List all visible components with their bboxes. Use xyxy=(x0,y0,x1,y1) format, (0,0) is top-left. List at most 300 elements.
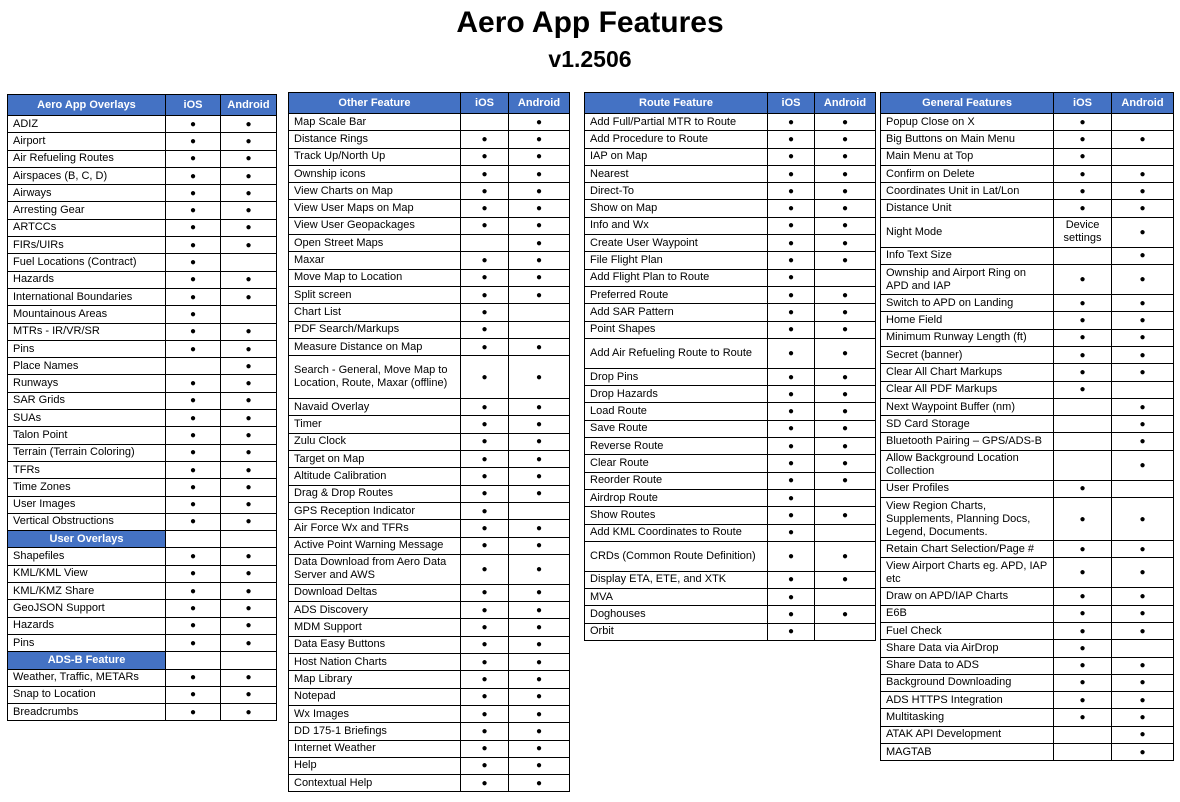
android-support-cell: ● xyxy=(221,202,277,219)
android-support-cell: ● xyxy=(221,513,277,530)
feature-label: Air Refueling Routes xyxy=(8,150,166,167)
ios-support-cell: ● xyxy=(768,541,815,571)
android-support-cell: ● xyxy=(509,723,570,740)
android-support-cell: ● xyxy=(815,368,876,385)
ios-support-cell: ● xyxy=(461,416,509,433)
android-support-cell: ● xyxy=(1112,165,1174,182)
feature-label: KML/KMZ Share xyxy=(8,583,166,600)
ios-support-cell: ● xyxy=(768,148,815,165)
ios-support-cell: ● xyxy=(461,602,509,619)
ios-support-cell xyxy=(1054,726,1112,743)
table-row xyxy=(289,671,570,688)
feature-label: Reorder Route xyxy=(585,472,768,489)
android-support-cell: ● xyxy=(1112,200,1174,217)
ios-support-cell: ● xyxy=(1054,498,1112,541)
android-support-cell xyxy=(815,489,876,506)
table-row xyxy=(289,148,570,165)
ios-support-cell: ● xyxy=(166,340,221,357)
table-header-row xyxy=(8,95,277,116)
table-general-features xyxy=(880,92,1174,761)
feature-label: Retain Chart Selection/Page # xyxy=(881,541,1054,558)
android-support-cell: ● xyxy=(1112,588,1174,605)
table-row xyxy=(881,247,1174,264)
table-row xyxy=(881,744,1174,761)
feature-label: Contextual Help xyxy=(289,775,461,792)
ios-support-cell: ● xyxy=(768,472,815,489)
feature-label: Add Procedure to Route xyxy=(585,131,768,148)
ios-support-cell: ● xyxy=(768,286,815,303)
table-row xyxy=(8,219,277,236)
feature-label: View User Geopackages xyxy=(289,217,461,234)
android-support-cell: ● xyxy=(221,496,277,513)
feature-label: Download Deltas xyxy=(289,584,461,601)
feature-label: MDM Support xyxy=(289,619,461,636)
ios-support-cell: ● xyxy=(461,468,509,485)
android-support-cell: ● xyxy=(221,392,277,409)
feature-label: View Region Charts, Supplements, Planning Docs, Legend, Documents. xyxy=(881,498,1054,541)
android-support-cell: ● xyxy=(815,455,876,472)
ios-support-cell: ● xyxy=(1054,605,1112,622)
ios-support-cell: ● xyxy=(166,392,221,409)
column-header-feature: General Features xyxy=(881,93,1054,114)
ios-support-cell xyxy=(166,358,221,375)
column-header-ios: iOS xyxy=(461,93,509,114)
feature-label: Hazards xyxy=(8,617,166,634)
table-row xyxy=(8,340,277,357)
android-support-cell xyxy=(221,306,277,323)
ios-support-cell: ● xyxy=(768,386,815,403)
feature-label: Add SAR Pattern xyxy=(585,304,768,321)
feature-label: Add Flight Plan to Route xyxy=(585,269,768,286)
ios-support-cell: ● xyxy=(768,489,815,506)
android-support-cell: ● xyxy=(509,705,570,722)
feature-label: Active Point Warning Message xyxy=(289,537,461,554)
android-support-cell: ● xyxy=(1112,541,1174,558)
table-row xyxy=(289,252,570,269)
feature-label: Save Route xyxy=(585,420,768,437)
android-support-cell: ● xyxy=(509,433,570,450)
table-row xyxy=(8,427,277,444)
feature-label: TFRs xyxy=(8,461,166,478)
ios-support-cell xyxy=(1054,433,1112,450)
android-support-cell: ● xyxy=(1112,657,1174,674)
android-support-cell: ● xyxy=(221,461,277,478)
android-support-cell: ● xyxy=(509,740,570,757)
table-row xyxy=(289,165,570,182)
ios-support-cell: ● xyxy=(768,455,815,472)
table-row xyxy=(585,589,876,606)
ios-support-cell: ● xyxy=(461,148,509,165)
table-row xyxy=(289,416,570,433)
android-support-cell: ● xyxy=(509,485,570,502)
android-support-cell: ● xyxy=(1112,346,1174,363)
table-row xyxy=(289,757,570,774)
feature-label: Next Waypoint Buffer (nm) xyxy=(881,398,1054,415)
ios-support-cell: ● xyxy=(768,217,815,234)
ios-support-cell: ● xyxy=(1054,480,1112,497)
android-support-cell: ● xyxy=(1112,265,1174,295)
table-header-row xyxy=(881,93,1174,114)
table-row xyxy=(8,513,277,530)
android-support-cell: ● xyxy=(1112,692,1174,709)
ios-support-cell: ● xyxy=(1054,329,1112,346)
android-support-cell: ● xyxy=(221,410,277,427)
table-row xyxy=(8,271,277,288)
feature-label: Share Data via AirDrop xyxy=(881,640,1054,657)
ios-support-cell: ● xyxy=(768,403,815,420)
feature-label: Timer xyxy=(289,416,461,433)
table-row xyxy=(881,640,1174,657)
feature-label: Open Street Maps xyxy=(289,235,461,252)
android-support-cell: ● xyxy=(221,686,277,703)
feature-label: Measure Distance on Map xyxy=(289,338,461,355)
table-row xyxy=(585,131,876,148)
ios-support-cell: ● xyxy=(166,150,221,167)
feature-label: SD Card Storage xyxy=(881,416,1054,433)
android-support-cell: ● xyxy=(1112,416,1174,433)
feature-label: Draw on APD/IAP Charts xyxy=(881,588,1054,605)
table-row xyxy=(585,606,876,623)
ios-support-cell xyxy=(1054,247,1112,264)
table-row xyxy=(585,304,876,321)
feature-label: Main Menu at Top xyxy=(881,148,1054,165)
ios-support-cell: ● xyxy=(166,686,221,703)
table-row xyxy=(585,165,876,182)
android-support-cell: ● xyxy=(221,340,277,357)
android-support-cell: ● xyxy=(509,114,570,131)
feature-label: File Flight Plan xyxy=(585,252,768,269)
ios-support-cell: ● xyxy=(1054,148,1112,165)
feature-label: GeoJSON Support xyxy=(8,600,166,617)
feature-label: Bluetooth Pairing – GPS/ADS-B xyxy=(881,433,1054,450)
feature-label: Vertical Obstructions xyxy=(8,513,166,530)
android-support-cell: ● xyxy=(509,200,570,217)
table-row xyxy=(289,688,570,705)
table-row xyxy=(8,479,277,496)
table-row xyxy=(289,183,570,200)
feature-label: Talon Point xyxy=(8,427,166,444)
feature-label: Show Routes xyxy=(585,507,768,524)
android-support-cell: ● xyxy=(509,286,570,303)
ios-support-cell: ● xyxy=(1054,640,1112,657)
table-row xyxy=(585,489,876,506)
feature-label: Drop Pins xyxy=(585,368,768,385)
ios-support-cell: ● xyxy=(1054,114,1112,131)
android-support-cell: ● xyxy=(815,183,876,200)
ios-support-cell: ● xyxy=(166,167,221,184)
android-support-cell xyxy=(221,254,277,271)
android-support-cell: ● xyxy=(815,321,876,338)
column-header-feature: Aero App Overlays xyxy=(8,95,166,116)
feature-label: Mountainous Areas xyxy=(8,306,166,323)
feature-label: View Airport Charts eg. APD, IAP etc xyxy=(881,558,1054,588)
feature-label: Display ETA, ETE, and XTK xyxy=(585,571,768,588)
android-support-cell: ● xyxy=(509,775,570,792)
feature-label: Popup Close on X xyxy=(881,114,1054,131)
feature-label: View User Maps on Map xyxy=(289,200,461,217)
ios-support-cell: ● xyxy=(1054,558,1112,588)
table-row xyxy=(585,321,876,338)
table-row xyxy=(289,636,570,653)
ios-support-cell: ● xyxy=(1054,541,1112,558)
feature-label: MTRs - IR/VR/SR xyxy=(8,323,166,340)
table-row xyxy=(289,321,570,338)
feature-label: Distance Rings xyxy=(289,131,461,148)
table-row xyxy=(8,600,277,617)
table-row xyxy=(8,444,277,461)
table-row xyxy=(881,364,1174,381)
table-row xyxy=(585,438,876,455)
android-support-cell: ● xyxy=(509,131,570,148)
android-support-cell: ● xyxy=(221,167,277,184)
table-row xyxy=(881,200,1174,217)
feature-label: Internet Weather xyxy=(289,740,461,757)
ios-support-cell: ● xyxy=(461,688,509,705)
table-row xyxy=(8,392,277,409)
android-support-cell: ● xyxy=(815,217,876,234)
table-row xyxy=(8,254,277,271)
table-row xyxy=(8,704,277,721)
table-row xyxy=(881,726,1174,743)
table-row xyxy=(881,674,1174,691)
table-row xyxy=(8,323,277,340)
android-support-cell: ● xyxy=(221,116,277,133)
feature-label: Map Library xyxy=(289,671,461,688)
feature-label: Search - General, Move Map to Location, Route, Maxar (offline) xyxy=(289,356,461,399)
table-row xyxy=(881,265,1174,295)
android-support-cell xyxy=(815,589,876,606)
feature-label: Target on Map xyxy=(289,451,461,468)
feature-label: Big Buttons on Main Menu xyxy=(881,131,1054,148)
ios-support-cell: ● xyxy=(461,451,509,468)
android-support-cell: ● xyxy=(1112,364,1174,381)
android-support-cell: ● xyxy=(815,472,876,489)
android-support-cell: ● xyxy=(1112,605,1174,622)
feature-label: Clear Route xyxy=(585,455,768,472)
table-row xyxy=(8,306,277,323)
ios-support-cell: ● xyxy=(461,217,509,234)
feature-label: Runways xyxy=(8,375,166,392)
android-support-cell: ● xyxy=(221,237,277,254)
ios-support-cell: ● xyxy=(1054,622,1112,639)
android-support-cell: ● xyxy=(815,438,876,455)
ios-support-cell: ● xyxy=(768,368,815,385)
table-row xyxy=(8,185,277,202)
table-row xyxy=(8,548,277,565)
table-row xyxy=(289,584,570,601)
ios-support-cell: ● xyxy=(461,252,509,269)
column-header-android: Android xyxy=(1112,93,1174,114)
ios-support-cell: ● xyxy=(461,321,509,338)
feature-label: International Boundaries xyxy=(8,288,166,305)
table-row xyxy=(881,131,1174,148)
ios-support-cell: ● xyxy=(461,356,509,399)
ios-support-cell: ● xyxy=(166,548,221,565)
table-row xyxy=(289,775,570,792)
page-title: Aero App Features xyxy=(456,6,724,39)
feature-label: Show on Map xyxy=(585,200,768,217)
android-support-cell: ● xyxy=(221,565,277,582)
table-row xyxy=(881,498,1174,541)
ios-support-cell: ● xyxy=(768,338,815,368)
table-row xyxy=(8,565,277,582)
ios-support-cell: ● xyxy=(166,237,221,254)
android-support-cell xyxy=(815,269,876,286)
ios-support-cell: ● xyxy=(166,306,221,323)
android-support-cell: ● xyxy=(221,704,277,721)
table-row xyxy=(881,433,1174,450)
android-support-cell xyxy=(509,321,570,338)
table-row xyxy=(881,329,1174,346)
android-support-cell: ● xyxy=(221,669,277,686)
column-header-ios: iOS xyxy=(768,93,815,114)
table-row xyxy=(881,558,1174,588)
ios-support-cell: ● xyxy=(166,202,221,219)
android-support-cell: ● xyxy=(1112,295,1174,312)
android-support-cell: ● xyxy=(221,479,277,496)
table-row xyxy=(289,433,570,450)
ios-support-cell: ● xyxy=(768,623,815,640)
ios-support-cell: ● xyxy=(461,636,509,653)
table-row xyxy=(8,375,277,392)
android-support-cell: ● xyxy=(221,150,277,167)
table-row xyxy=(585,541,876,571)
android-support-cell: ● xyxy=(1112,744,1174,761)
table-row xyxy=(881,657,1174,674)
android-support-cell: ● xyxy=(1112,498,1174,541)
android-support-cell xyxy=(1112,381,1174,398)
table-row xyxy=(881,217,1174,247)
ios-support-cell: ● xyxy=(768,304,815,321)
ios-support-cell: ● xyxy=(166,116,221,133)
table-route-feature xyxy=(584,92,876,641)
android-support-cell: ● xyxy=(815,114,876,131)
feature-label: CRDs (Common Route Definition) xyxy=(585,541,768,571)
table-row xyxy=(585,269,876,286)
ios-support-cell: ● xyxy=(461,654,509,671)
android-support-cell: ● xyxy=(1112,622,1174,639)
ios-support-cell: ● xyxy=(768,571,815,588)
android-support-cell: ● xyxy=(509,619,570,636)
table-row xyxy=(289,269,570,286)
ios-support-cell xyxy=(461,114,509,131)
android-support-cell: ● xyxy=(509,554,570,584)
ios-support-cell: ● xyxy=(1054,165,1112,182)
android-support-cell: ● xyxy=(509,654,570,671)
android-support-cell xyxy=(509,304,570,321)
android-support-cell: ● xyxy=(221,444,277,461)
ios-support-cell xyxy=(461,235,509,252)
feature-label: Preferred Route xyxy=(585,286,768,303)
android-support-cell: ● xyxy=(509,217,570,234)
ios-support-cell: ● xyxy=(166,617,221,634)
feature-label: Doghouses xyxy=(585,606,768,623)
feature-label: Wx Images xyxy=(289,705,461,722)
ios-support-cell: ● xyxy=(166,461,221,478)
ios-support-cell: ● xyxy=(1054,709,1112,726)
feature-label: Clear All Chart Markups xyxy=(881,364,1054,381)
feature-label: MVA xyxy=(585,589,768,606)
android-support-cell: ● xyxy=(1112,183,1174,200)
android-support-cell: ● xyxy=(509,757,570,774)
feature-label: ADS Discovery xyxy=(289,602,461,619)
feature-label: SUAs xyxy=(8,410,166,427)
table-row xyxy=(585,420,876,437)
table-row xyxy=(585,472,876,489)
android-support-cell: ● xyxy=(221,375,277,392)
table-row xyxy=(8,237,277,254)
android-support-cell: ● xyxy=(815,286,876,303)
ios-support-cell: ● xyxy=(461,584,509,601)
ios-support-cell: ● xyxy=(461,723,509,740)
feature-label: Data Easy Buttons xyxy=(289,636,461,653)
column-header-feature: Route Feature xyxy=(585,93,768,114)
ios-support-cell: ● xyxy=(768,235,815,252)
table-row xyxy=(881,381,1174,398)
table-row xyxy=(8,202,277,219)
android-support-cell: ● xyxy=(509,356,570,399)
feature-label: Add Full/Partial MTR to Route xyxy=(585,114,768,131)
android-support-cell: ● xyxy=(221,358,277,375)
ios-support-cell: ● xyxy=(166,288,221,305)
ios-support-cell: ● xyxy=(461,502,509,519)
table-row xyxy=(289,235,570,252)
ios-support-cell: ● xyxy=(166,185,221,202)
feature-label: Airspaces (B, C, D) xyxy=(8,167,166,184)
feature-label: Home Field xyxy=(881,312,1054,329)
ios-support-cell: ● xyxy=(461,537,509,554)
android-support-cell: ● xyxy=(1112,329,1174,346)
table-row xyxy=(8,496,277,513)
feature-label: Clear All PDF Markups xyxy=(881,381,1054,398)
ios-support-cell: ● xyxy=(461,485,509,502)
ios-support-cell: ● xyxy=(461,671,509,688)
feature-label: IAP on Map xyxy=(585,148,768,165)
feature-label: Breadcrumbs xyxy=(8,704,166,721)
feature-label: Data Download from Aero Data Server and AWS xyxy=(289,554,461,584)
android-support-cell xyxy=(1112,480,1174,497)
android-support-cell: ● xyxy=(815,338,876,368)
section-row xyxy=(8,531,277,548)
feature-label: Terrain (Terrain Coloring) xyxy=(8,444,166,461)
ios-support-cell: ● xyxy=(768,200,815,217)
table-row xyxy=(289,654,570,671)
ios-support-cell: ● xyxy=(166,254,221,271)
feature-label: Maxar xyxy=(289,252,461,269)
feature-label: Time Zones xyxy=(8,479,166,496)
android-support-cell: ● xyxy=(1112,558,1174,588)
empty-cell xyxy=(166,531,221,548)
table-row xyxy=(881,416,1174,433)
android-support-cell: ● xyxy=(221,133,277,150)
android-support-cell: ● xyxy=(509,636,570,653)
android-support-cell: ● xyxy=(815,571,876,588)
feature-label: Secret (banner) xyxy=(881,346,1054,363)
ios-support-cell: ● xyxy=(768,321,815,338)
feature-label: Airways xyxy=(8,185,166,202)
ios-support-cell: ● xyxy=(461,554,509,584)
android-support-cell: ● xyxy=(815,148,876,165)
ios-support-cell: ● xyxy=(1054,295,1112,312)
table-row xyxy=(881,183,1174,200)
ios-support-cell: ● xyxy=(768,269,815,286)
android-support-cell: ● xyxy=(509,520,570,537)
table-row xyxy=(289,619,570,636)
android-support-cell: ● xyxy=(509,584,570,601)
table-row xyxy=(8,634,277,651)
feature-label: ADIZ xyxy=(8,116,166,133)
android-support-cell: ● xyxy=(509,148,570,165)
